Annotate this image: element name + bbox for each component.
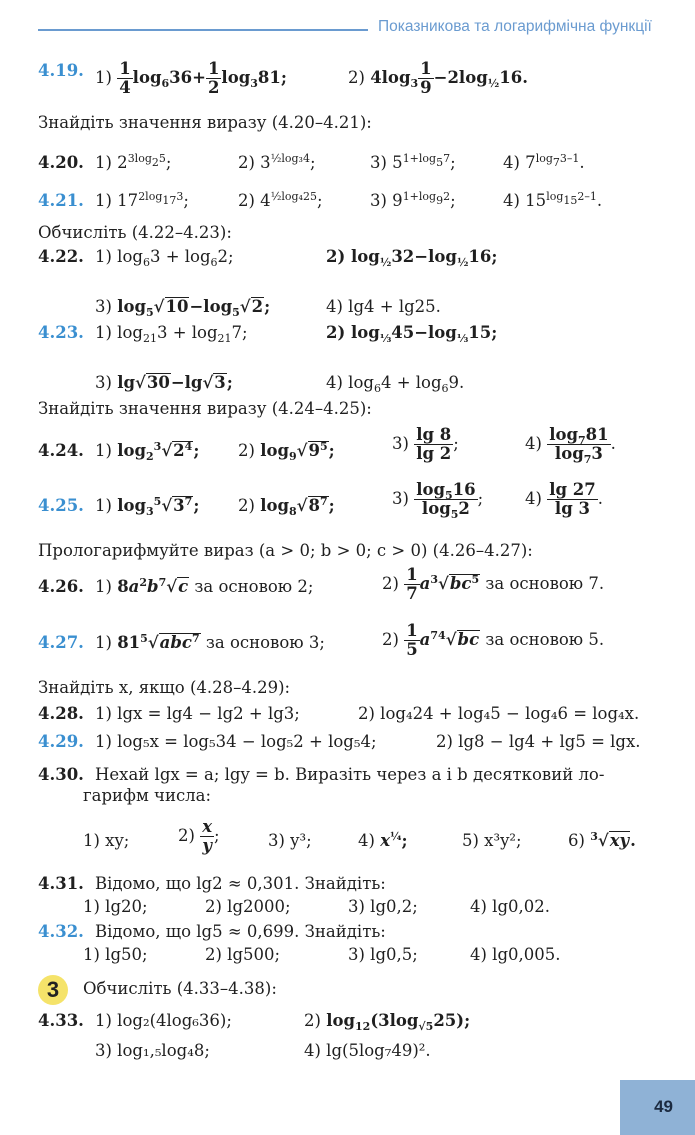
- expr-4-21-3: 3) $9^{1+log_92}$;: [370, 190, 456, 210]
- expr-4-22-2: 2) $\log_{\frac{1}{2}}32-\log_{\frac{1}{2}}16$;: [326, 247, 498, 269]
- expr-4-24-2: 2) $\log_9√9^5$;: [238, 440, 335, 463]
- instruction-4-24-25: Знайдіть значення виразу (4.24–4.25):: [38, 399, 372, 418]
- opt-4-30-1: 1) xy;: [83, 831, 130, 850]
- opt-4-31-2: 2) lg2000;: [205, 897, 291, 916]
- instruction-4-26-27: Прологарифмуйте вираз (a > 0; b > 0; c > 0) (4.26–4.27):: [38, 541, 533, 560]
- expr-4-24-3: 3) $\frac{\lg 8}{\lg 2}$ ;: [392, 425, 459, 463]
- opt-4-30-6: 6) $^3$√xy.: [568, 830, 636, 850]
- text-4-30-line2: гарифм числа:: [83, 786, 212, 805]
- expr-4-28-1: 1) lgx = lg4 − lg2 + lg3;: [95, 704, 300, 723]
- expr-4-29-1: 1) log₅x = log₅34 − log₅2 + log₅4;: [95, 732, 377, 751]
- exercise-number: 4.19.: [38, 61, 84, 80]
- page-number: 49: [654, 1097, 673, 1116]
- opt-4-31-4: 4) lg0,02.: [470, 897, 551, 916]
- opt-4-30-4: 4) $x^{\frac{1}{4}}$;: [358, 830, 408, 850]
- expr-4-22-1: 1) $\log_63 + \log_62$;: [95, 247, 234, 269]
- expr-4-26-1: 1) $8a^2b^7√c$ за основою 2;: [95, 576, 314, 596]
- instruction-4-22-23: Обчисліть (4.22–4.23):: [38, 223, 232, 242]
- opt-4-30-5: 5) x³y²;: [462, 831, 522, 850]
- expr-4-20-2: 2) $3^{\frac{1}{2}log_34}$;: [238, 152, 316, 172]
- opt-4-31-1: 1) lg20;: [83, 897, 148, 916]
- header-rule: [38, 29, 368, 31]
- expr-4-27-2: 2) $\frac{1}{5}$ $a^{74}√bc$ за основою 5.: [382, 621, 605, 659]
- expr-4-21-1: 1) $17^{2log_{17}3}$;: [95, 190, 189, 210]
- opt-4-30-2: 2) $\frac{x}{y}$ ;: [178, 817, 220, 855]
- expr-4-24-4: 4) $\frac{\log_781}{\log_73}$ .: [525, 425, 616, 466]
- instruction-4-33-38: Обчисліть (4.33–4.38):: [83, 979, 277, 998]
- expr-4-33-3: 3) log₁,₅log₄8;: [95, 1041, 210, 1060]
- expr-4-25-3: 3) $\frac{\log_516}{\log_52}$ ;: [392, 480, 484, 521]
- text-4-30-line1: Нехай lgx = a; lgy = b. Виразіть через a і b десятковий ло-: [95, 765, 605, 784]
- expr-4-23-2: 2) $\log_{\frac{1}{3}}45-\log_{\frac{1}{3}}15$;: [326, 323, 498, 345]
- expr-4-27-1: 1) $81^5√abc^7$ за основою 3;: [95, 632, 325, 652]
- expr-4-25-2: 2) $\log_8√8^7$;: [238, 495, 335, 518]
- opt-4-30-3: 3) y³;: [268, 831, 312, 850]
- expr-4-33-4: 4) lg(5log₇49)².: [304, 1041, 431, 1060]
- expr-4-25-1: 1) $\log_3^5√3^7$;: [95, 495, 200, 518]
- instruction-4-28-29: Знайдіть x, якщо (4.28–4.29):: [38, 678, 291, 697]
- expr-4-20-1: 1) $2^{3log_25}$;: [95, 152, 172, 172]
- opt-4-32-3: 3) lg0,5;: [348, 945, 418, 964]
- opt-4-32-1: 1) lg50;: [83, 945, 148, 964]
- expr-4-25-4: 4) $\frac{\lg 27}{\lg 3}$ .: [525, 480, 603, 518]
- expr-4-23-4: 4) $\log_64 + \log_69$.: [326, 373, 465, 395]
- difficulty-level-badge: 3: [38, 975, 68, 1005]
- expr-4-22-3: 3) $\log_5√10-\log_5√2$;: [95, 297, 271, 319]
- expr-4-24-1: 1) $\log_2^3√2^4$;: [95, 440, 200, 463]
- expr-4-23-1: 1) $\log_{21}3 + \log_{21}7$;: [95, 323, 248, 345]
- expr-4-21-2: 2) $4^{\frac{1}{2}log_425}$;: [238, 190, 323, 210]
- expr-4-33-1: 1) log₂(4log₆36);: [95, 1011, 232, 1030]
- expr-4-23-3: 3) lg√30−lg√3;: [95, 373, 233, 392]
- opt-4-32-4: 4) lg0,005.: [470, 945, 561, 964]
- expr-4-20-3: 3) $5^{1+log_57}$;: [370, 152, 456, 172]
- expr-4-33-2: 2) $\log_{12}(3\log_{√5}25)$;: [304, 1011, 471, 1033]
- opt-4-31-3: 3) lg0,2;: [348, 897, 418, 916]
- page-header-title: Показникова та логарифмічна функції: [378, 18, 652, 35]
- expr-4-20-4: 4) $7^{log_73-1}$.: [503, 152, 585, 172]
- expr-4-26-2: 2) $\frac{1}{7}$ $a^3√bc^5$ за основою 7.: [382, 565, 605, 603]
- opt-4-32-2: 2) lg500;: [205, 945, 281, 964]
- expr-4-28-2: 2) log₄24 + log₄5 − log₄6 = log₄x.: [358, 704, 640, 723]
- text-4-31: Відомо, що lg2 ≈ 0,301. Знайдіть:: [95, 874, 386, 893]
- instruction-4-20-21: Знайдіть значення виразу (4.20–4.21):: [38, 113, 372, 132]
- expr-4-19-2: 2) $4\log_3$ $\frac{1}{9}$ $-2\log_{\frac{1}{2}}16$.: [348, 59, 528, 97]
- expr-4-21-4: 4) $15^{log_{15}2-1}$.: [503, 190, 603, 210]
- expr-4-29-2: 2) lg8 − lg4 + lg5 = lgx.: [436, 732, 641, 751]
- expr-4-22-4: 4) lg4 + lg25.: [326, 297, 441, 316]
- expr-4-19-1: 1) $\frac{1}{4}$ $\log_636+$ $\frac{1}{2}$ $\log_381$;: [95, 59, 287, 97]
- text-4-32: Відомо, що lg5 ≈ 0,699. Знайдіть:: [95, 922, 386, 941]
